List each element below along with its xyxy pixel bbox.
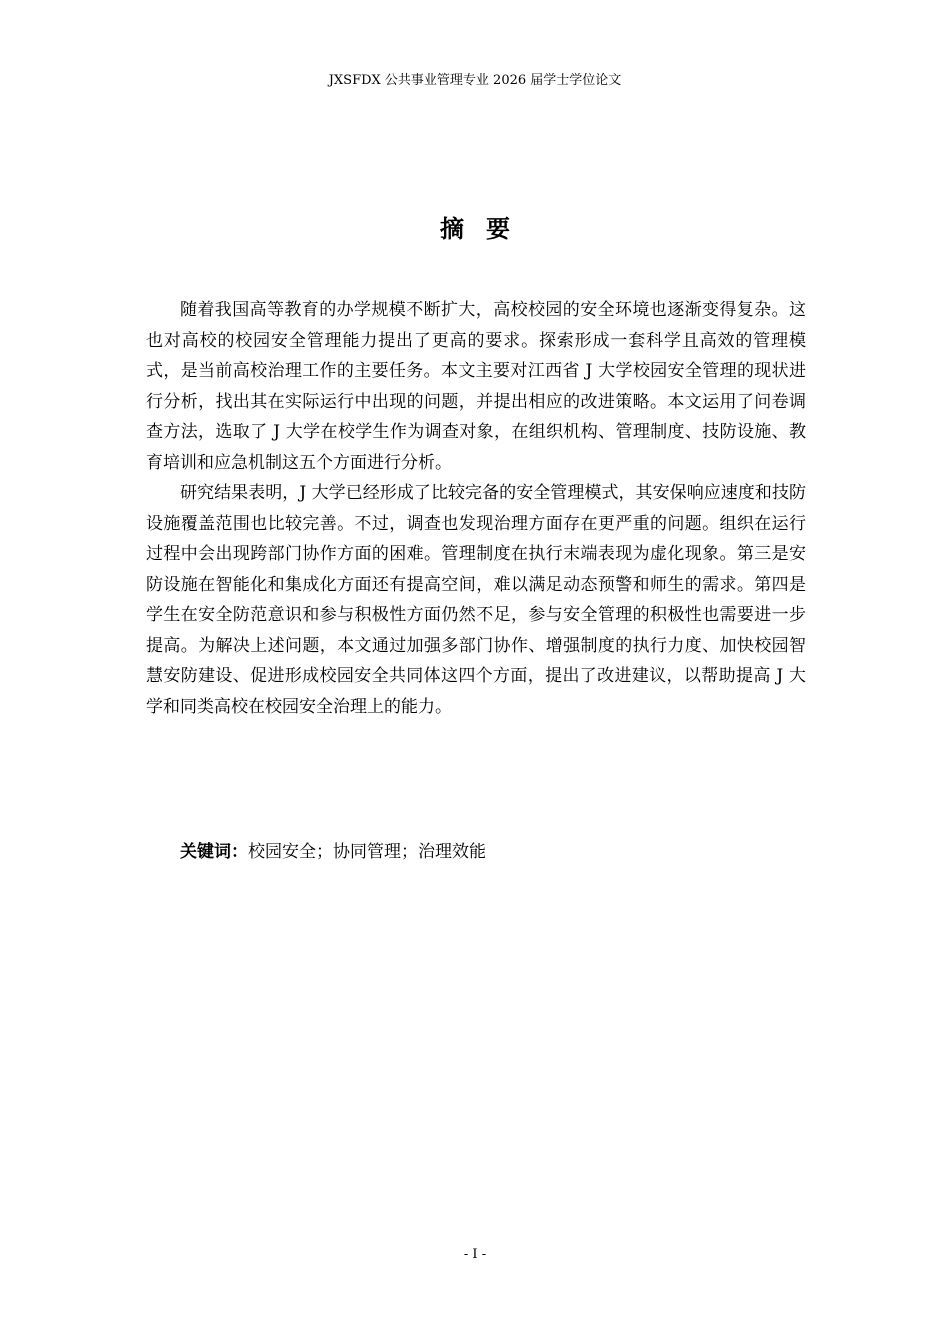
keywords-line bbox=[180, 837, 800, 867]
abstract-paragraph-1: 随着我国高等教育的办学规模不断扩大，高校校园的安全环境也逐渐变得复杂。这也对高校的校园安全管理能力提出了更高的要求。探索形成一套科学且高效的管理模式，是当前高校治理工作的主要任务。本文主要对江西省 J 大学校园安全管理的现状进行分析，找出其在实际运行中出现的问题，并提出相应的改进策略。本文运用了问卷调查方法，选取了 J 大学在校学生作为调查对象，在组织机构、管理制度、技防设施、教育培训和应急机制这五个方面进行分析。 bbox=[146, 300, 806, 473]
page-number: - I - bbox=[463, 1247, 487, 1262]
keywords-text: 校园安全；协同管理；治理效能 bbox=[248, 842, 486, 862]
abstract-body bbox=[146, 295, 806, 722]
running-header: JXSFDX 公共事业管理专业 2026 届学士学位论文 bbox=[328, 73, 622, 88]
abstract-paragraph-2: 研究结果表明，J 大学已经形成了比较完备的安全管理模式，其安保响应速度和技防设施覆盖范围也比较完善。不过，调查也发现治理方面存在更严重的问题。组织在运行过程中会出现跨部门协作方面的困难。管理制度在执行末端表现为虚化现象。第三是安防设施在智能化和集成化方面还有提高空间，难以满足动态预警和师生的需求。第四是学生在安全防范意识和参与积极性方面仍然不足，参与安全管理的积极性也需要进一步提高。为解决上述问题，本文通过加强多部门协作、增强制度的执行力度、加快校园智慧安防建设、促进形成校园安全共同体这四个方面，提出了改进建议，以帮助提高 J 大学和同类高校在校园安全治理上的能力。 bbox=[146, 483, 806, 717]
abstract-title: 摘要 bbox=[440, 215, 532, 243]
keywords-label: 关键词： bbox=[180, 842, 248, 862]
